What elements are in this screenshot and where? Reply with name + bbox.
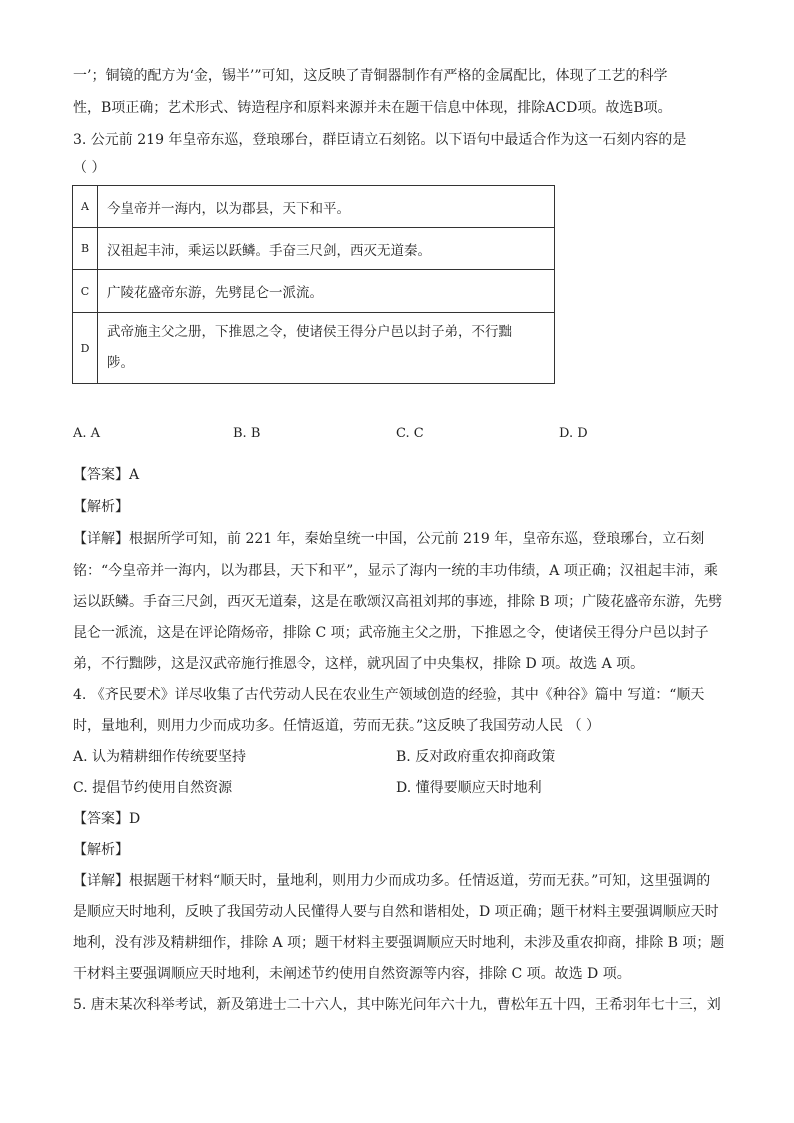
q3-detail-line-4: 昆仑一派流，这是在评论隋炀帝，排除 C 项；武帝施主父之册，下推恩之令，使诸侯王得分户邑以封子 (73, 625, 709, 641)
row-text: 今皇帝并一海内，以为郡县，天下和平。 (98, 186, 555, 228)
q3-options-table (72, 185, 555, 384)
q4-option-b: B. 反对政府重农抑商政策 (396, 749, 556, 765)
q3-detail-line-3: 运以跃鳞。手奋三尺剑，西灭无道秦，这是在歌颂汉高祖刘邦的事迹，排除 B 项；广陵花盛帝东游，先劈 (73, 594, 723, 610)
row-text: 汉祖起丰沛，乘运以跃鳞。手奋三尺剑，西灭无道秦。 (98, 228, 555, 270)
q3-analysis-title: 【解析】 (73, 499, 129, 515)
table-row (73, 313, 555, 384)
row-key: D (73, 313, 98, 384)
row-key: A (73, 186, 98, 228)
q4-stem-line-1: 4. 《齐民要术》详尽收集了古代劳动人民在农业生产领域创造的经验，其中《种谷》篇中 写道：“顺天 (73, 687, 705, 703)
q3-stem: 3. 公元前 219 年皇帝东巡，登琅琊台，群臣请立石刻铭。以下语句中最适合作为这一石刻内容的是 (73, 132, 687, 148)
q4-answer: 【答案】D (73, 811, 141, 827)
q3-option-b: B. B (233, 426, 261, 441)
row-key: B (73, 228, 98, 270)
table-row (73, 228, 555, 270)
q3-bracket: （ ） (73, 160, 106, 176)
q4-option-d: D. 懂得要顺应天时地利 (396, 780, 542, 796)
q3-option-a: A. A (73, 426, 101, 441)
q5-stem: 5. 唐末某次科举考试，新及第进士二十六人，其中陈光问年六十九，曹松年五十四，王希羽年七十三，刘 (73, 997, 721, 1013)
row-key: C (73, 270, 98, 313)
q4-detail-line-1: 【详解】根据题干材料“顺天时，量地利，则用力少而成功多。任情返道，劳而无获。”可知，这里强调的 (73, 873, 711, 889)
q4-detail-line-3: 地利，没有涉及精耕细作，排除 A 项；题干材料主要强调顺应天时地利，未涉及重农抑商，排除 B 项；题 (73, 935, 725, 951)
q3-detail-line-1: 【详解】根据所学可知，前 221 年，秦始皇统一中国，公元前 219 年，皇帝东巡，登琅琊台，立石刻 (73, 531, 705, 547)
row-text-line-2: 陟。 (107, 355, 134, 371)
q3-detail-line-2: 铭：“今皇帝并一海内，以为郡县，天下和平”，显示了海内一统的丰功伟绩，A 项正确；汉祖起丰沛，乘 (73, 563, 718, 579)
line-1: 一’；铜镜的配方为‘金，锡半’”可知，这反映了青铜器制作有严格的金属配比，体现了工艺的科学 (73, 68, 668, 84)
q4-analysis-title: 【解析】 (73, 842, 129, 858)
row-text (98, 313, 555, 384)
table-row (73, 270, 555, 313)
line-2: 性，B项正确；艺术形式、铸造程序和原料来源并未在题干信息中体现，排除ACD项。故选B项。 (73, 100, 672, 116)
row-text-line-1: 武帝施主父之册，下推恩之令，使诸侯王得分户邑以封子弟，不行黜 (107, 324, 512, 340)
q4-detail-line-4: 干材料主要强调顺应天时地利，未阐述节约使用自然资源等内容，排除 C 项。故选 D 项。 (73, 966, 631, 982)
q4-option-a: A. 认为精耕细作传统要坚持 (73, 749, 247, 765)
q3-detail-line-5: 弟，不行黜陟，这是汉武帝施行推恩令，这样，就巩固了中央集权，排除 D 项。故选 A 项。 (73, 656, 645, 672)
q3-option-c: C. C (396, 426, 424, 441)
q4-detail-line-2: 是顺应天时地利，反映了我国劳动人民懂得人要与自然和谐相处，D 项正确；题干材料主要强调顺应天时 (73, 904, 719, 920)
q3-option-d: D. D (559, 426, 588, 441)
q3-answer: 【答案】A (73, 467, 140, 483)
row-text: 广陵花盛帝东游，先劈昆仑一派流。 (98, 270, 555, 313)
q4-stem-line-2: 时，量地利，则用力少而成功多。任情返道，劳而无获。”这反映了我国劳动人民 （ ） (73, 718, 601, 734)
q4-option-c: C. 提倡节约使用自然资源 (73, 780, 233, 796)
table-row (73, 186, 555, 228)
